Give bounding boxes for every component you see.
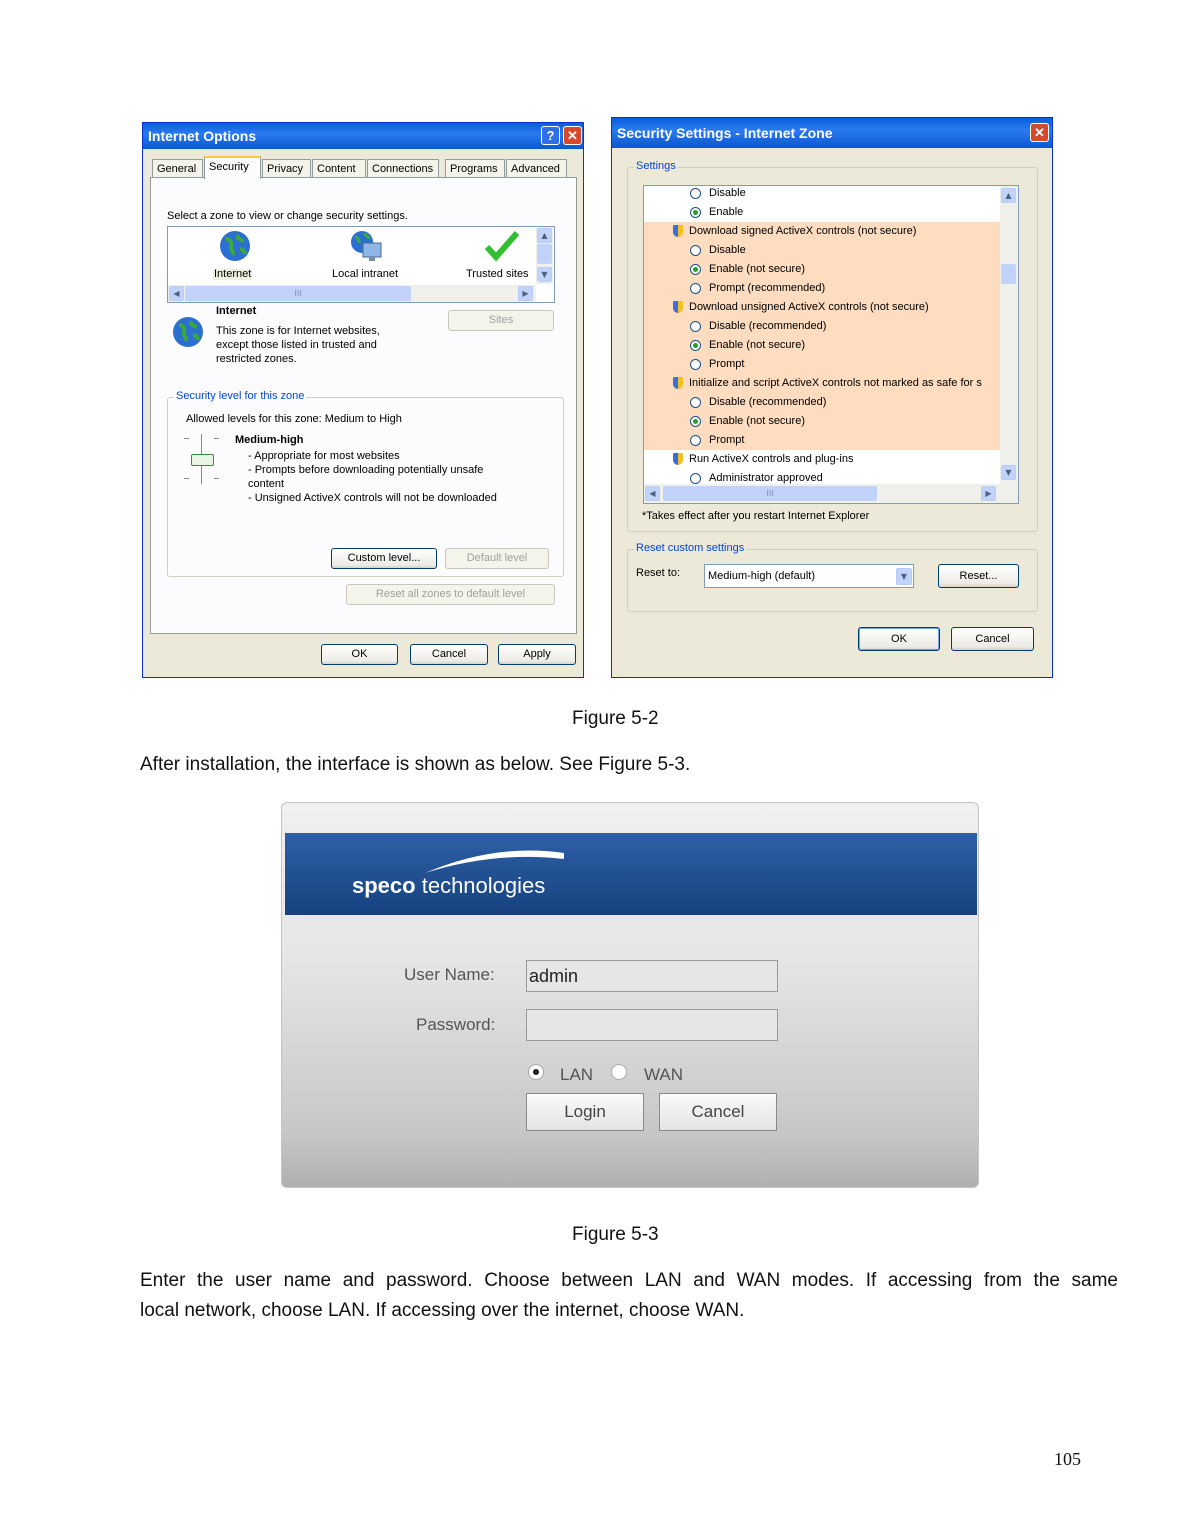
login-header bbox=[285, 833, 977, 915]
radio-button[interactable] bbox=[690, 321, 701, 332]
zone-label: Trusted sites bbox=[466, 268, 529, 280]
tab-security[interactable] bbox=[204, 156, 261, 179]
level-desc-line: - Prompts before downloading potentially unsafe bbox=[248, 464, 484, 476]
settings-vscrollbar[interactable] bbox=[1000, 186, 1018, 484]
radio-label: Enable (not secure) bbox=[709, 263, 805, 275]
ok-button[interactable]: OK bbox=[321, 644, 398, 665]
radio-label: Enable (not secure) bbox=[709, 415, 805, 427]
reset-all-zones-button[interactable]: Reset all zones to default level bbox=[346, 584, 555, 605]
radio-button[interactable] bbox=[690, 435, 701, 446]
radio-button[interactable] bbox=[690, 473, 701, 484]
cancel-button[interactable]: Cancel bbox=[659, 1093, 777, 1131]
setting-option[interactable] bbox=[644, 186, 1000, 203]
paragraph: After installation, the interface is shown as below. See Figure 5-3. bbox=[140, 754, 691, 775]
figure-caption: Figure 5-3 bbox=[572, 1224, 659, 1245]
radio-button[interactable] bbox=[690, 264, 701, 275]
settings-tree bbox=[643, 185, 1019, 504]
level-name: Medium-high bbox=[235, 434, 304, 446]
chevron-down-icon[interactable]: ▼ bbox=[896, 568, 912, 585]
radio-label: Disable bbox=[709, 244, 746, 256]
radio-label: Prompt bbox=[709, 358, 745, 370]
scroll-down-arrow[interactable]: ▼ bbox=[1001, 465, 1016, 480]
radio-label: Enable (not secure) bbox=[709, 339, 805, 351]
scroll-up-arrow[interactable]: ▲ bbox=[1001, 188, 1016, 203]
brand-logo bbox=[352, 873, 545, 899]
setting-header bbox=[644, 298, 1000, 317]
setting-header bbox=[644, 374, 1000, 393]
zone-list bbox=[167, 226, 555, 303]
wan-radio[interactable] bbox=[611, 1064, 627, 1080]
radio-button[interactable] bbox=[690, 283, 701, 294]
group-label: Reset custom settings bbox=[636, 542, 745, 554]
settings-group bbox=[627, 160, 1038, 532]
security-level-slider[interactable] bbox=[184, 434, 220, 484]
scroll-thumb[interactable] bbox=[1001, 264, 1016, 284]
default-level-button[interactable]: Default level bbox=[445, 548, 549, 569]
password-input[interactable] bbox=[526, 1009, 778, 1041]
checkmark-icon bbox=[484, 229, 520, 263]
paragraph-line: local network, choose LAN. If accessing over the internet, choose WAN. bbox=[140, 1300, 745, 1321]
tab-label: Content bbox=[317, 163, 356, 175]
login-window bbox=[281, 802, 979, 1188]
setting-option[interactable] bbox=[644, 317, 1000, 336]
reset-to-select[interactable] bbox=[704, 564, 914, 588]
radio-label: Prompt (recommended) bbox=[709, 282, 826, 294]
level-desc-line: - Unsigned ActiveX controls will not be downloaded bbox=[248, 492, 497, 504]
security-settings-dialog bbox=[611, 117, 1053, 678]
zone-internet[interactable] bbox=[198, 229, 278, 285]
scroll-thumb[interactable] bbox=[537, 244, 552, 264]
scroll-thumb[interactable] bbox=[185, 286, 411, 301]
radio-label: Administrator approved bbox=[709, 472, 823, 484]
brand-name-rest: technologies bbox=[421, 873, 546, 898]
zone-vscrollbar[interactable] bbox=[536, 227, 553, 284]
slider-tick bbox=[184, 478, 189, 479]
zone-label: Internet bbox=[214, 268, 252, 280]
radio-button[interactable] bbox=[690, 416, 701, 427]
internet-options-dialog bbox=[142, 122, 584, 678]
brand-name-bold: speco bbox=[352, 873, 416, 898]
radio-button[interactable] bbox=[690, 359, 701, 370]
setting-option[interactable] bbox=[644, 469, 1000, 484]
radio-label: Disable bbox=[709, 187, 746, 199]
reset-button[interactable]: Reset... bbox=[938, 564, 1019, 588]
zone-desc-line: restricted zones. bbox=[216, 353, 297, 365]
level-desc-line: - Appropriate for most websites bbox=[248, 450, 400, 462]
setting-option[interactable] bbox=[644, 355, 1000, 374]
setting-header-label: Download signed ActiveX controls (not secure) bbox=[689, 225, 917, 237]
login-button[interactable]: Login bbox=[526, 1093, 644, 1131]
level-desc-line: content bbox=[248, 478, 285, 490]
settings-hscrollbar[interactable] bbox=[644, 484, 1018, 503]
shield-icon bbox=[673, 377, 683, 389]
title-bar bbox=[143, 123, 583, 149]
radio-button[interactable] bbox=[690, 245, 701, 256]
tab-label: Advanced bbox=[511, 163, 560, 175]
dialog-title: Internet Options bbox=[148, 128, 257, 144]
scroll-down-arrow[interactable]: ▼ bbox=[537, 267, 552, 282]
sites-button[interactable]: Sites bbox=[448, 310, 554, 331]
radio-label: Enable bbox=[709, 206, 744, 218]
tab-connections[interactable] bbox=[367, 159, 439, 178]
allowed-levels: Allowed levels for this zone: Medium to High bbox=[186, 413, 402, 425]
group-label: Security level for this zone bbox=[176, 390, 305, 402]
slider-thumb[interactable] bbox=[191, 454, 214, 466]
zone-label: Local intranet bbox=[332, 268, 399, 280]
group-label: Settings bbox=[636, 160, 676, 172]
setting-header bbox=[644, 222, 1000, 241]
globe-icon bbox=[218, 229, 252, 263]
setting-option[interactable] bbox=[644, 393, 1000, 412]
setting-option[interactable] bbox=[644, 260, 1000, 279]
password-label: Password: bbox=[416, 1015, 496, 1034]
grip-text: III bbox=[766, 489, 774, 498]
security-level-group bbox=[167, 390, 564, 577]
tab-label: Privacy bbox=[267, 163, 304, 175]
setting-header-label: Initialize and script ActiveX controls not marked as safe for s bbox=[689, 377, 982, 389]
zone-local-intranet[interactable] bbox=[328, 229, 408, 285]
settings-rows bbox=[644, 186, 1000, 484]
grip-text: III bbox=[294, 289, 302, 298]
radio-label: Disable (recommended) bbox=[709, 320, 827, 332]
user-name-value: admin bbox=[529, 966, 579, 986]
tab-label: Security bbox=[209, 161, 249, 173]
slider-tick bbox=[184, 438, 189, 439]
user-name-input[interactable] bbox=[526, 960, 778, 992]
page-number: 105 bbox=[1054, 1449, 1081, 1469]
zone-desc-line: except those listed in trusted and bbox=[216, 339, 377, 351]
tab-label: General bbox=[157, 163, 197, 175]
brand-swoosh bbox=[425, 849, 565, 875]
cancel-button[interactable]: Cancel bbox=[410, 644, 488, 665]
zone-trusted-sites[interactable] bbox=[458, 229, 538, 285]
setting-option[interactable] bbox=[644, 412, 1000, 431]
setting-header-label: Run ActiveX controls and plug-ins bbox=[689, 453, 854, 465]
close-button[interactable]: ✕ bbox=[1030, 123, 1049, 142]
radio-button[interactable] bbox=[690, 207, 701, 218]
radio-button[interactable] bbox=[690, 188, 701, 199]
tab-content[interactable] bbox=[312, 159, 366, 178]
lan-label: LAN bbox=[560, 1065, 594, 1084]
tab-advanced[interactable] bbox=[506, 159, 567, 178]
security-tab-panel bbox=[150, 177, 577, 634]
scroll-left-arrow[interactable]: ◀ bbox=[169, 286, 184, 301]
figure-caption: Figure 5-2 bbox=[572, 708, 659, 729]
radio-label: Disable (recommended) bbox=[709, 396, 827, 408]
reset-to-label: Reset to: bbox=[636, 567, 681, 579]
scroll-up-arrow[interactable]: ▲ bbox=[537, 228, 552, 243]
tab-privacy[interactable] bbox=[262, 159, 311, 178]
tab-programs[interactable] bbox=[445, 159, 505, 178]
setting-header bbox=[644, 450, 1000, 469]
setting-option[interactable] bbox=[644, 203, 1000, 222]
tab-general[interactable] bbox=[152, 159, 203, 178]
restart-note: *Takes effect after you restart Internet Explorer bbox=[642, 510, 870, 522]
help-button[interactable]: ? bbox=[541, 126, 560, 145]
ok-button[interactable]: OK bbox=[858, 627, 940, 651]
apply-button[interactable]: Apply bbox=[498, 644, 576, 665]
setting-option[interactable] bbox=[644, 241, 1000, 260]
radio-label: Prompt bbox=[709, 434, 745, 446]
radio-button[interactable] bbox=[690, 397, 701, 408]
close-button[interactable]: ✕ bbox=[563, 126, 582, 145]
title-bar bbox=[612, 118, 1052, 148]
intranet-icon bbox=[349, 229, 385, 265]
reset-custom-group bbox=[627, 542, 1038, 612]
radio-button[interactable] bbox=[690, 340, 701, 351]
setting-option[interactable] bbox=[644, 336, 1000, 355]
slider-tick bbox=[214, 478, 219, 479]
scroll-right-arrow[interactable]: ▶ bbox=[981, 486, 996, 501]
cancel-button[interactable]: Cancel bbox=[951, 627, 1034, 651]
shield-icon bbox=[673, 301, 683, 313]
tab-label: Programs bbox=[450, 163, 498, 175]
zone-desc-line: This zone is for Internet websites, bbox=[216, 325, 380, 337]
shield-icon bbox=[673, 453, 683, 465]
scroll-thumb[interactable] bbox=[663, 486, 877, 501]
scroll-left-arrow[interactable]: ◀ bbox=[645, 486, 660, 501]
zone-name: Internet bbox=[216, 305, 257, 317]
paragraph-line: Enter the user name and password. Choose between LAN and WAN modes. If accessing from the same bbox=[140, 1270, 1118, 1291]
wan-label: WAN bbox=[644, 1065, 684, 1084]
setting-option[interactable] bbox=[644, 279, 1000, 298]
scroll-right-arrow[interactable]: ▶ bbox=[518, 286, 533, 301]
shield-icon bbox=[673, 225, 683, 237]
setting-header-label: Download unsigned ActiveX controls (not secure) bbox=[689, 301, 929, 313]
lan-radio[interactable] bbox=[528, 1064, 544, 1080]
globe-icon bbox=[171, 315, 205, 349]
user-name-label: User Name: bbox=[404, 965, 495, 984]
slider-tick bbox=[214, 438, 219, 439]
zone-prompt: Select a zone to view or change security settings. bbox=[167, 210, 408, 222]
dialog-title: Security Settings - Internet Zone bbox=[617, 125, 833, 141]
setting-option[interactable] bbox=[644, 431, 1000, 450]
custom-level-button[interactable]: Custom level... bbox=[331, 548, 437, 569]
select-value: Medium-high (default) bbox=[708, 570, 815, 582]
tab-label: Connections bbox=[372, 163, 434, 175]
zone-hscrollbar[interactable] bbox=[168, 285, 536, 302]
